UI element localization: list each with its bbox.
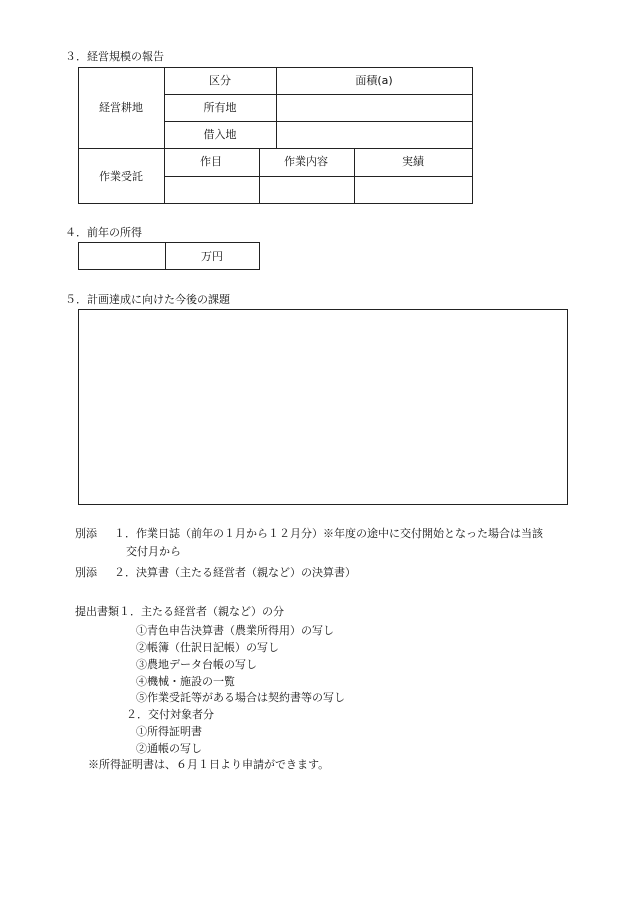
issues-box [78, 309, 568, 505]
documents-title: 提出書類１．主たる経営者（親など）の分 [75, 605, 284, 618]
divider [164, 176, 473, 177]
col-kubun: 区分 [209, 74, 231, 87]
documents-group2-title: ２．交付対象者分 [126, 708, 214, 721]
documents-note: ※所得証明書は、６月１日より申請ができます。 [88, 758, 330, 771]
row-leased: 借入地 [203, 128, 237, 141]
row-owned: 所有地 [203, 101, 237, 114]
col-crop: 作目 [200, 155, 222, 168]
document-item: ⑤作業受託等がある場合は契約書等の写し [136, 691, 345, 704]
divider [78, 148, 473, 149]
farmland-label: 経営耕地 [99, 101, 143, 114]
attachment-text: 交付月から [126, 545, 181, 558]
attachment-label: 別添 [75, 527, 97, 540]
income-unit: 万円 [201, 250, 223, 263]
col-work: 作業内容 [284, 155, 328, 168]
section5-heading: ５．計画達成に向けた今後の課題 [65, 293, 230, 306]
divider [354, 148, 355, 204]
document-item: ③農地データ台帳の写し [136, 658, 257, 671]
divider [276, 67, 277, 148]
divider [165, 242, 166, 270]
attachment-text: １．作業日誌（前年の１月から１２月分）※年度の途中に交付開始となった場合は当該 [114, 527, 543, 540]
attachment-text: ２．決算書（主たる経営者（親など）の決算書） [114, 566, 356, 579]
contract-label: 作業受託 [99, 170, 143, 183]
income-frame [78, 242, 260, 270]
divider [259, 148, 260, 204]
divider [164, 94, 473, 95]
col-area: 面積(a) [355, 74, 393, 87]
document-item: ①所得証明書 [136, 725, 202, 738]
section4-heading: ４．前年の所得 [65, 226, 142, 239]
document-item: ②通帳の写し [136, 742, 202, 755]
document-item: ①青色申告決算書（農業所得用）の写し [136, 624, 334, 637]
col-record: 実績 [402, 155, 424, 168]
section3-heading: ３．経営規模の報告 [65, 50, 164, 63]
attachment-label: 別添 [75, 566, 97, 579]
divider [164, 67, 165, 204]
document-item: ④機械・施設の一覧 [136, 675, 235, 688]
divider [164, 121, 473, 122]
document-item: ②帳簿（仕訳日記帳）の写し [136, 641, 279, 654]
